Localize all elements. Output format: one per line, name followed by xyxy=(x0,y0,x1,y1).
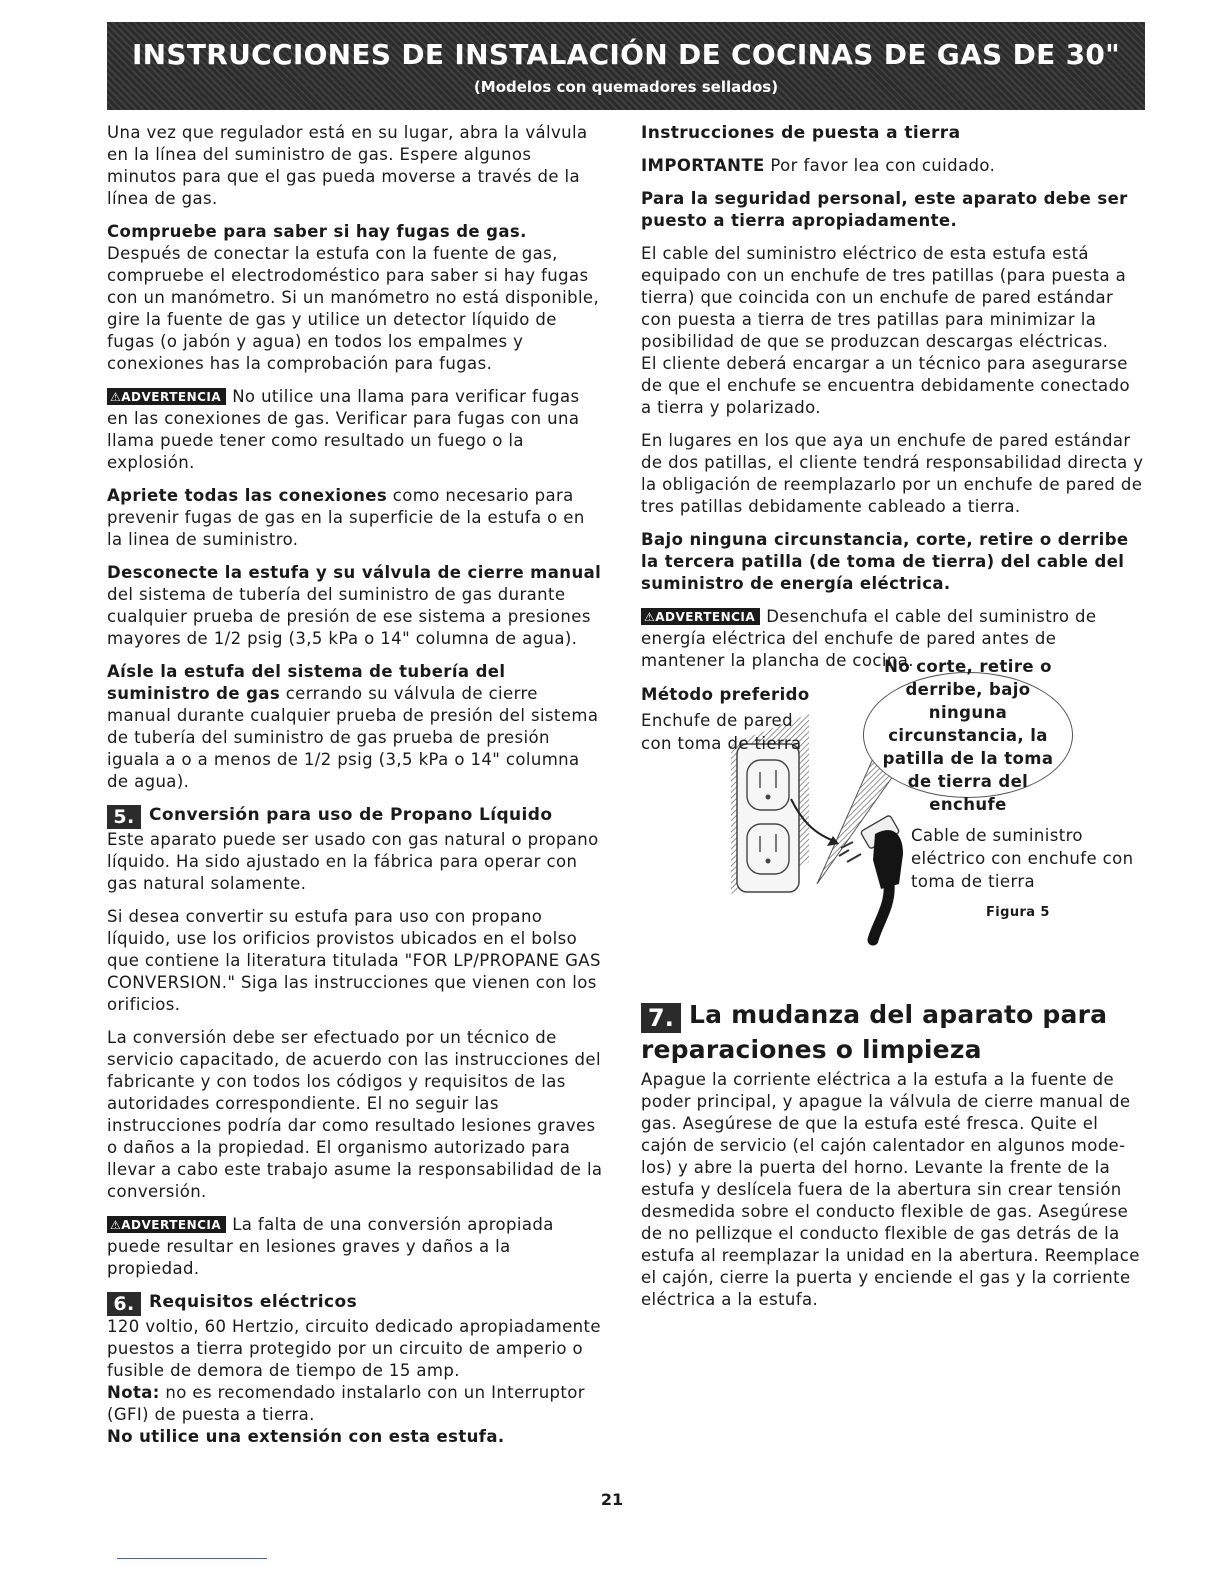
step-5-number: 5. xyxy=(107,805,141,829)
callout-bubble: No corte, retire o derribe, bajo ninguna circunstancia, la patilla de la toma de tierra del enchufe xyxy=(863,672,1073,798)
warning-badge: ⚠ADVERTENCIA xyxy=(107,1216,226,1233)
power-cable xyxy=(873,884,889,940)
warning-badge: ⚠ADVERTENCIA xyxy=(641,608,760,625)
ground-pin-warning: Bajo ninguna circunstancia, corte, retire o derribe la tercera patilla (de toma de tierra) del cable del suministro de energía eléctrica. xyxy=(641,530,1129,593)
step-5-paragraph-3: La conversión debe ser efectuado por un técnico de servicio capacitado, de acuerdo con las instrucciones del fabricante y con todos los códigos y requisitos de las autoridades correspondiente. El no seguir las instrucciones podría dar como resultado lesiones graves o daños a la propiedad. El organismo autorizado para llevar a cabo este trabajo asume la responsabilidad de la conversión. xyxy=(107,1028,603,1201)
ground-hole-bottom xyxy=(766,859,771,864)
warning-flame: ⚠ADVERTENCIA No utilice una llama para verificar fugas en las conexiones de gas. Verificar para fugas con una llama puede tener como resultado un fuego o la explosión. xyxy=(107,387,580,472)
outlet-label: Enchufe de pared con toma de tierra xyxy=(641,711,802,753)
figure-heading: Método preferido xyxy=(641,685,810,704)
wall-outlet-plate xyxy=(737,744,799,892)
figure-5 xyxy=(641,656,1145,984)
paragraph-three-prong: El cable del suministro eléctrico de esta estufa está equipado con un enchufe de tres patillas (para puesta a tierra) que coincida con un enchufe de pared estándar con puesta a tierra de tres patillas para minimizar la posibilidad de que se produzcan descargas eléctricas. El cliente deberá encargar a un técnico para asegurarse de que el enchufe se encuentra debidamente conectado a tierra y polarizado. xyxy=(641,244,1130,417)
page-header-banner xyxy=(107,22,1145,110)
step-6-note: Nota: no es recomendado instalarlo con un Interruptor (GFI) de puesta a tierra. xyxy=(107,1383,585,1424)
left-column xyxy=(107,122,603,1448)
paragraph-open-valve: Una vez que regulador está en su lugar, abra la válvula en la línea del suministro de gas. Espere algunos minutos para que el gas pueda moverse a través de la línea de gas. xyxy=(107,123,588,208)
grounding-heading: Instrucciones de puesta a tierra xyxy=(641,123,961,143)
warning-badge: ⚠ADVERTENCIA xyxy=(107,388,226,405)
step-5-paragraph-2: Si desea convertir su estufa para uso con propano líquido, use los orificios provistos ubicados en el bolso que contiene la literatura titulada "FOR LP/PROPANE GAS CONVERSION." Siga las instrucciones que vienen con los orificios. xyxy=(107,907,601,1014)
step-6-number: 6. xyxy=(107,1292,141,1316)
warning-triangle-icon: ⚠ xyxy=(110,1218,122,1232)
page-subtitle: (Modelos con quemadores sellados) xyxy=(473,78,779,96)
step-7-text: Apague la corriente eléctrica a la estufa a la fuente de poder principal, y apague la válvula de cierre manual de gas. Asegúrese de que la estufa esté fresca. Quite el cajón de servicio (el cajón calentador en algunos mode-los) y abre la puerta del horno. Levante la frente de la estufa y deslícela fuera de la abertura sin crear tensión desmedida sobre el conducto flexible de gas. Asegúrese de no pellizque el conducto flexible de gas detrás de la estufa al reemplazar la unidad en la abertura. Reemplace el cajón, cierre la puerta y enciende el gas y la corriente eléctrica a la estufa. xyxy=(641,1070,1140,1309)
step-6-text: 120 voltio, 60 Hertzio, circuito dedicado apropiadamente puestos a tierra protegido por un circuito de amperio o fusible de demora de tiempo de 15 amp. xyxy=(107,1317,601,1380)
warning-unplug: ⚠ADVERTENCIA Desenchufa el cable del suministro de energía eléctrica del enchufe de pared antes de mantener la plancha de cocina. xyxy=(641,607,1097,670)
paragraph-disconnect: Desconecte la estufa y su válvula de cierre manual del sistema de tubería del suministro de gas durante cualquier prueba de presión de ese sistema a presiones mayores de 1/2 psig (3,5 kPa o 14" columna de agua). xyxy=(107,563,602,648)
step-5-paragraph-1: Este aparato puede ser usado con gas natural o propano líquido. Ha sido ajustado en la fábrica para operar con gas natural solamente. xyxy=(107,830,599,893)
ground-hole-top xyxy=(766,795,771,800)
paragraph-tighten: Apriete todas las conexiones como necesario para prevenir fugas de gas en la superficie de la estufa o en la linea de suministro. xyxy=(107,486,585,549)
right-column xyxy=(641,122,1145,1311)
step-7-number: 7. xyxy=(641,1003,681,1033)
page-title: INSTRUCCIONES DE INSTALACIÓN DE COCINAS DE GAS DE 30" xyxy=(131,38,1121,71)
safety-statement: Para la seguridad personal, este aparato debe ser puesto a tierra apropiadamente. xyxy=(641,189,1128,230)
figure-caption: Figura 5 xyxy=(986,905,1050,920)
cable-label: Cable de suministro eléctrico con enchufe con toma de tierra xyxy=(911,826,1134,891)
warning-conversion: ⚠ADVERTENCIA La falta de una conversión apropiada puede resultar en lesiones graves y daños a la propiedad. xyxy=(107,1215,554,1278)
step-6-heading: 6. Requisitos eléctricos xyxy=(107,1291,603,1316)
page-number: 21 xyxy=(600,1490,624,1509)
step-7-heading: 7. La mudanza del aparato para reparaciones o limpieza xyxy=(641,1000,1108,1064)
warning-triangle-icon: ⚠ xyxy=(644,610,656,624)
paragraph-two-prong: En lugares en los que aya un enchufe de pared estándar de dos patillas, el cliente tendrá responsabilidad directa y la obligación de reemplazarlo por un enchufe de pared de tres patillas debidamente cableado a tierra. xyxy=(641,431,1144,516)
step-6-no-extension: No utilice una extensión con esta estufa. xyxy=(107,1427,505,1446)
important-line: IMPORTANTE Por favor lea con cuidado. xyxy=(641,156,996,175)
footer-rule xyxy=(117,1558,267,1559)
step-5-heading: 5. Conversión para uso de Propano Líquido xyxy=(107,804,603,829)
paragraph-leak-check: Compruebe para saber si hay fugas de gas. Después de conectar la estufa con la fuente de gas, compruebe el electrodoméstico para saber si hay fugas con un manómetro. Si un manómetro no está disponible, gire la fuente de gas y utilice un detector líquido de fugas (o jabón y agua) en todos los empalmes y conexiones has la comprobación para fugas. xyxy=(107,222,600,373)
paragraph-isolate: Aísle la estufa del sistema de tubería del suministro de gas cerrando su válvula de cierre manual durante cualquier prueba de presión del sistema de tubería del suministro de gas prueba de presión iguala a o a menos de 1/2 psig (3,5 kPa o 14" columna de agua). xyxy=(107,662,599,791)
warning-triangle-icon: ⚠ xyxy=(110,390,122,404)
